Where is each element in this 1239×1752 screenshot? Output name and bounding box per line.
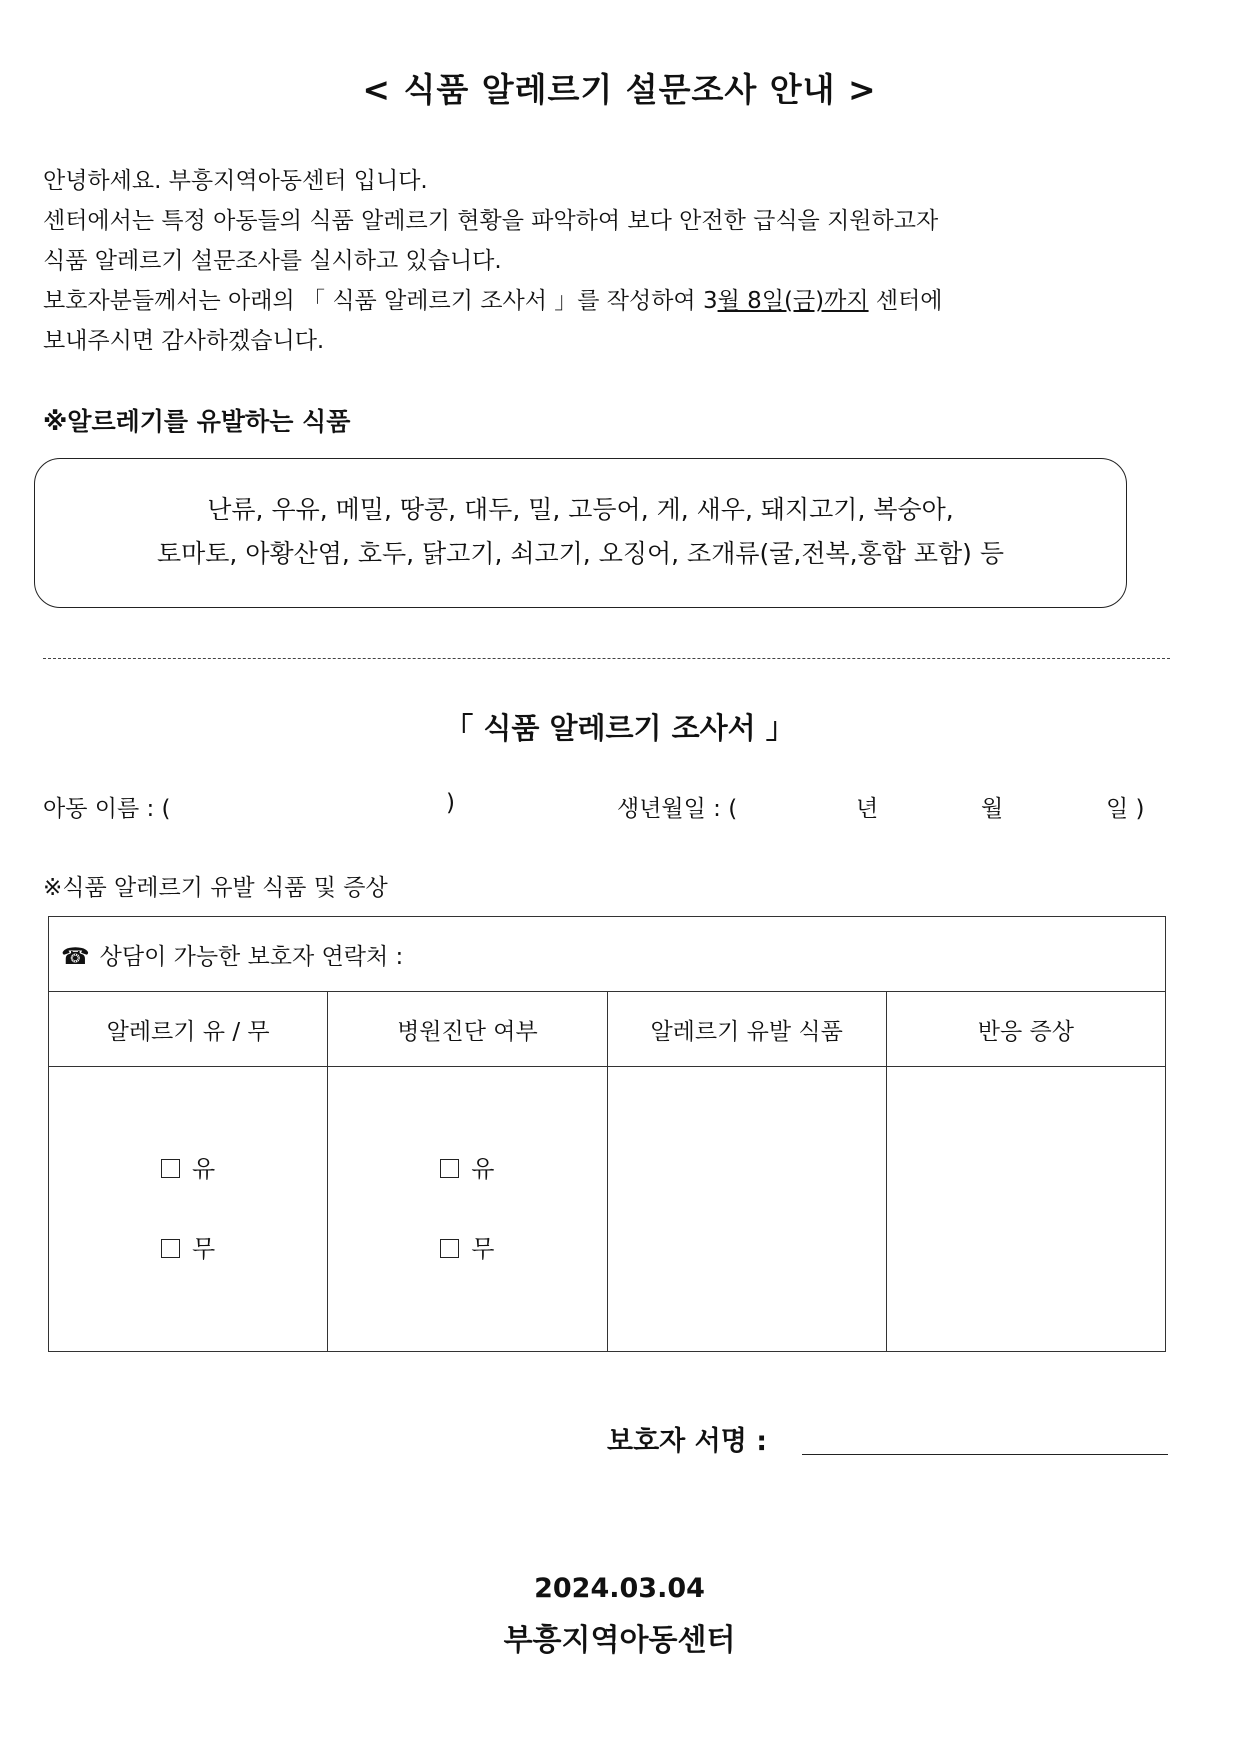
allergen-list-box [34,458,1127,608]
notice-line: 센터에서는 특정 아동들의 식품 알레르기 현황을 파악하여 보다 안전한 급식을 지원하고자 [43,208,939,234]
allergy-survey-table [48,916,1166,1352]
signature-line[interactable] [802,1454,1168,1455]
allergen-list-line: 난류, 우유, 메밀, 땅콩, 대두, 밀, 고등어, 게, 새우, 돼지고기, 복숭아, [207,495,954,524]
yes-label: 유 [192,1155,216,1183]
column-header-allergy: 알레르기 유 / 무 [49,992,328,1067]
child-name-label: 아동 이름 : ( [43,796,171,822]
no-label: 무 [471,1235,495,1263]
trigger-foods-cell[interactable] [607,1067,886,1352]
form-title: 「 식품 알레르기 조사서 」 [444,711,795,745]
yes-label: 유 [471,1155,495,1183]
issue-date: 2024.03.04 [534,1573,705,1604]
allergy-no-option[interactable] [49,1209,327,1289]
notice-line-4-start: 보호자분들께서는 아래의 「 식품 알레르기 조사서 」를 작성하여 3 [43,288,718,314]
allergen-list-line: 토마토, 아황산염, 호두, 닭고기, 쇠고기, 오징어, 조개류(굴,전복,홍합 포함) 등 [156,539,1004,568]
column-header-diagnosis: 병원진단 여부 [328,992,607,1067]
table-note: ※식품 알레르기 유발 식품 및 증상 [43,875,388,901]
birth-label: 생년월일 : ( [617,796,738,822]
symptoms-cell[interactable] [886,1067,1165,1352]
allergy-yes-no-cell [49,1067,328,1352]
day-label: 일 ) [1106,796,1145,822]
telephone-icon: ☎ [61,943,90,970]
allergen-heading: ※알르레기를 유발하는 식품 [43,407,351,436]
signature-label: 보호자 서명 : [607,1426,768,1457]
child-name-close: ) [446,790,455,816]
month-label: 월 [981,796,1004,822]
allergy-yes-option[interactable] [49,1129,327,1209]
column-header-foods: 알레르기 유발 식품 [607,992,886,1067]
checkbox[interactable] [440,1239,459,1258]
diagnosis-no-option[interactable] [328,1209,606,1289]
cut-line [43,658,1170,659]
diagnosis-cell [328,1067,607,1352]
column-header-symptoms: 반응 증상 [886,992,1165,1067]
organization-name: 부흥지역아동센터 [503,1623,736,1658]
checkbox[interactable] [440,1159,459,1178]
diagnosis-yes-option[interactable] [328,1129,606,1209]
contact-label: 상담이 가능한 보호자 연락처 : [99,943,404,970]
no-label: 무 [192,1235,216,1263]
notice-line: 식품 알레르기 설문조사를 실시하고 있습니다. [43,248,502,274]
notice-line-4-end: 센터에 [868,288,943,314]
contact-cell[interactable] [49,917,1166,992]
notice-line [43,281,943,321]
notice-body [43,161,943,361]
notice-line: 안녕하세요. 부흥지역아동센터 입니다. [43,168,428,194]
notice-title: < 식품 알레르기 설문조사 안내 > [362,70,877,109]
checkbox[interactable] [161,1239,180,1258]
year-label: 년 [856,796,879,822]
notice-line: 보내주시면 감사하겠습니다. [43,328,325,354]
deadline-text: 월 8일(금)까지 [717,288,869,314]
checkbox[interactable] [161,1159,180,1178]
